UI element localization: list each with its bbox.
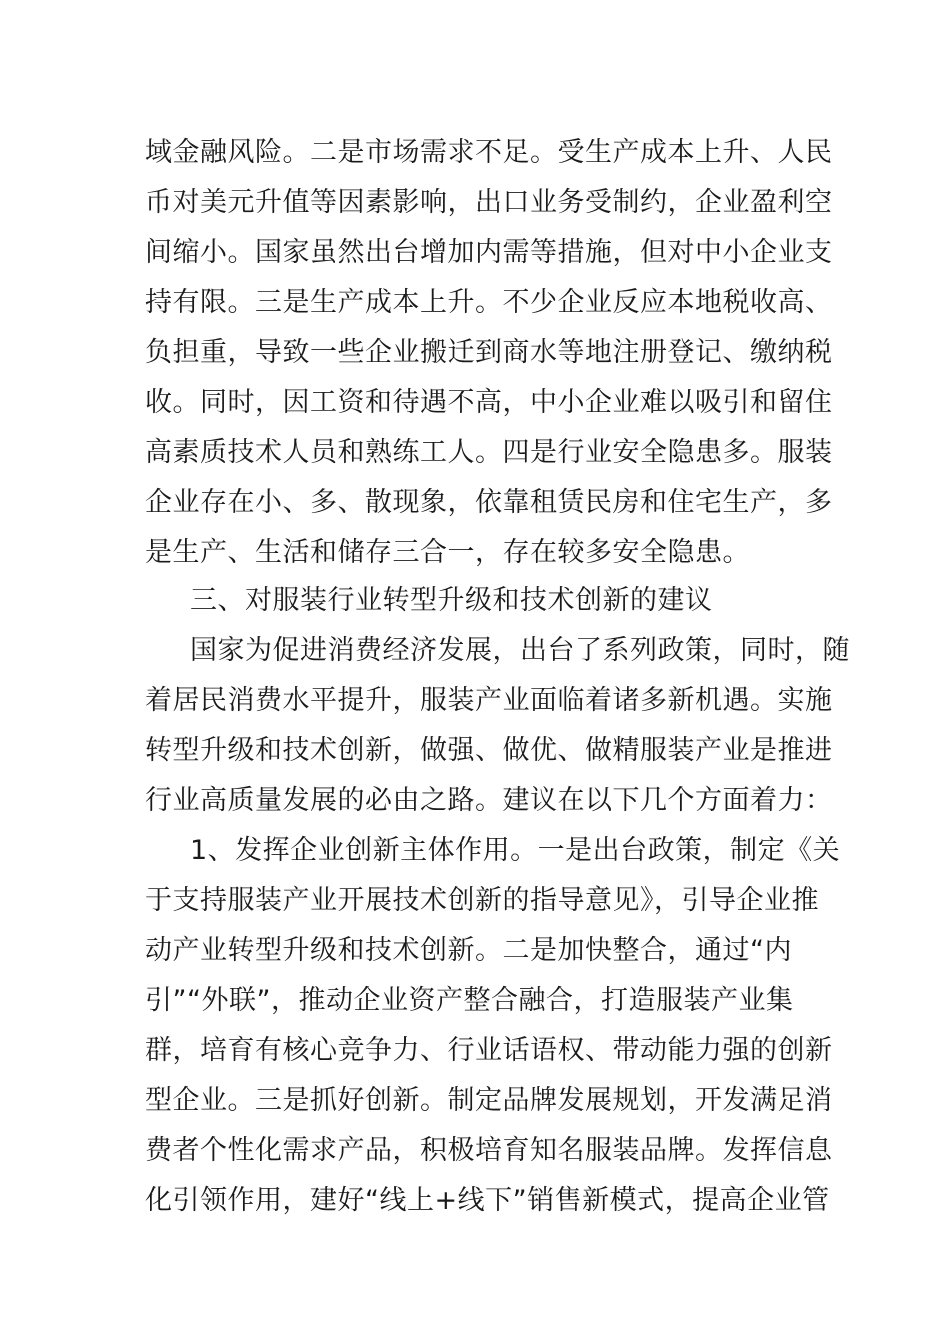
text-line: 企业存在小、多、散现象，依靠租赁民房和住宅生产，多: [145, 487, 833, 518]
text-line: 币对美元升值等因素影响，出口业务受制约，企业盈利空: [145, 187, 833, 218]
text-line: 是生产、生活和储存三合一，存在较多安全隐患。: [145, 537, 750, 568]
text-line: 转型升级和技术创新，做强、做优、做精服装产业是推进: [145, 735, 833, 766]
text-line: 域金融风险。二是市场需求不足。受生产成本上升、人民: [145, 137, 833, 168]
text-line: 型企业。三是抓好创新。制定品牌发展规划，开发满足消: [145, 1085, 833, 1116]
text-line: 持有限。三是生产成本上升。不少企业反应本地税收高、: [145, 287, 833, 318]
text-line: 收。同时，因工资和待遇不高，中小企业难以吸引和留住: [145, 387, 833, 418]
text-line: 1、发挥企业创新主体作用。一是出台政策，制定《关: [190, 835, 841, 866]
text-line: 化引领作用，建好“线上+线下”销售新模式，提高企业管: [145, 1185, 830, 1216]
text-line: 着居民消费水平提升，服装产业面临着诸多新机遇。实施: [145, 685, 833, 716]
text-line: 费者个性化需求产品，积极培育知名服装品牌。发挥信息: [145, 1135, 833, 1166]
text-line: 动产业转型升级和技术创新。二是加快整合，通过“内: [145, 935, 792, 966]
text-line: 群，培育有核心竞争力、行业话语权、带动能力强的创新: [145, 1035, 833, 1066]
text-line: 负担重，导致一些企业搬迁到商水等地注册登记、缴纳税: [145, 337, 833, 368]
text-line: 行业高质量发展的必由之路。建议在以下几个方面着力：: [145, 785, 833, 816]
section-heading: 三、对服装行业转型升级和技术创新的建议: [190, 585, 713, 616]
text-line: 间缩小。国家虽然出台增加内需等措施，但对中小企业支: [145, 237, 833, 268]
text-line: 国家为促进消费经济发展，出台了系列政策，同时，随: [190, 635, 850, 666]
text-line: 于支持服装产业开展技术创新的指导意见》，引导企业推: [145, 885, 819, 916]
text-line: 高素质技术人员和熟练工人。四是行业安全隐患多。服装: [145, 437, 833, 468]
text-line: 引”“外联”，推动企业资产整合融合，打造服装产业集: [145, 985, 794, 1016]
